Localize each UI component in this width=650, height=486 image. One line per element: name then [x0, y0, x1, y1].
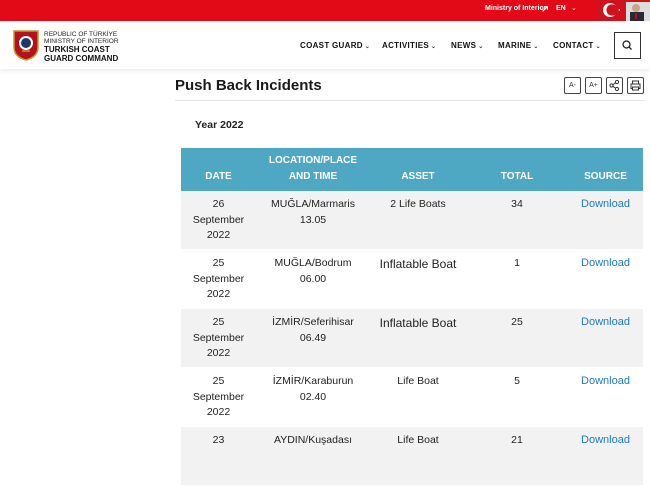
header-source: SOURCE	[584, 171, 627, 182]
share-icon	[607, 78, 622, 93]
incidents-table	[181, 148, 643, 486]
chevron-down-icon: ⌄	[571, 5, 577, 12]
date-month: September	[192, 331, 245, 344]
chevron-down-icon: ⌄	[533, 44, 539, 50]
print-button[interactable]	[627, 77, 644, 94]
search-button[interactable]	[614, 32, 641, 59]
header-location	[256, 153, 370, 185]
location-time: 13.05	[299, 213, 327, 226]
cell-date	[181, 256, 256, 303]
external-link-icon	[541, 5, 549, 13]
cell-location	[256, 197, 370, 228]
cell-location	[256, 315, 370, 346]
nav-news[interactable]	[451, 41, 484, 50]
date-day: 25	[212, 316, 225, 328]
divider	[175, 100, 645, 101]
date-year: 2022	[206, 288, 231, 300]
location-time: 06.00	[299, 272, 327, 285]
cell-date	[181, 433, 256, 449]
location-time: 02.40	[299, 390, 327, 403]
header-asset: ASSET	[401, 171, 435, 182]
date-year: 2022	[206, 406, 231, 418]
print-icon	[628, 78, 643, 93]
cell-total: 1	[514, 257, 520, 269]
location-place: İZMİR/Seferihisar	[272, 316, 354, 328]
nav-activities[interactable]	[382, 41, 436, 50]
cell-total: 34	[511, 198, 523, 210]
date-month: September	[192, 390, 245, 403]
cell-asset: Life Boat	[397, 434, 439, 446]
turkish-flag-icon	[596, 0, 650, 21]
cell-location	[256, 433, 370, 449]
cell-asset: 2 Life Boats	[390, 198, 446, 210]
date-month: September	[192, 272, 245, 285]
cell-date	[181, 374, 256, 421]
brand-line-1: REPUBLIC OF TÜRKİYE	[44, 31, 118, 38]
nav-contact[interactable]	[553, 41, 601, 50]
header-date: DATE	[205, 171, 232, 182]
site-header	[0, 21, 650, 69]
cell-total: 5	[514, 375, 520, 387]
page-title: Push Back Incidents	[175, 77, 322, 94]
date-day: 26	[212, 198, 225, 210]
header-location-line-1: LOCATION/PLACE	[268, 155, 358, 166]
table-row	[181, 309, 643, 368]
cell-asset: Life Boat	[397, 375, 439, 387]
ministry-link[interactable]: Ministry of Interior	[485, 5, 547, 12]
date-year: 2022	[206, 347, 231, 359]
coast-guard-logo[interactable]	[12, 29, 40, 61]
search-icon	[615, 33, 640, 58]
font-increase-button[interactable]: A+	[585, 77, 602, 94]
cell-total: 21	[511, 434, 523, 446]
download-link[interactable]: Download	[581, 257, 630, 269]
cell-location	[256, 374, 370, 405]
brand-name[interactable]	[44, 31, 119, 63]
download-link[interactable]: Download	[581, 198, 630, 210]
date-day: 25	[212, 257, 225, 269]
header-location-line-2: AND TIME	[288, 171, 338, 182]
nav-marine[interactable]	[498, 41, 539, 50]
cell-total: 25	[511, 316, 523, 328]
cell-location	[256, 256, 370, 287]
table-row	[181, 191, 643, 250]
share-button[interactable]	[606, 77, 623, 94]
table-row	[181, 250, 643, 309]
location-place: MUĞLA/Marmaris	[270, 198, 355, 210]
chevron-down-icon: ⌄	[595, 44, 601, 50]
nav-coast-guard[interactable]	[300, 41, 370, 50]
flag-portrait-image	[596, 0, 650, 21]
nav-label: MARINE	[498, 41, 532, 50]
chevron-down-icon: ⌄	[364, 44, 371, 50]
table-row	[181, 427, 643, 486]
location-place: MUĞLA/Bodrum	[274, 257, 352, 269]
font-decrease-button[interactable]: A-	[564, 77, 581, 94]
download-link[interactable]: Download	[581, 375, 630, 387]
nav-label: NEWS	[451, 41, 477, 50]
table-row	[181, 368, 643, 427]
top-bar	[0, 0, 650, 21]
date-day: 25	[212, 375, 225, 387]
nav-label: COAST GUARD	[300, 41, 363, 50]
chevron-down-icon: ⌄	[478, 44, 484, 50]
cell-asset: Inflatable Boat	[379, 257, 457, 271]
download-link[interactable]: Download	[581, 316, 630, 328]
year-heading: Year 2022	[195, 119, 244, 131]
location-time: 06.49	[299, 331, 327, 344]
brand-line-3: TURKISH COAST	[44, 45, 110, 54]
cell-date	[181, 197, 256, 244]
date-year: 2022	[206, 229, 231, 241]
location-place: AYDIN/Kuşadası	[273, 434, 352, 446]
nav-label: ACTIVITIES	[382, 41, 430, 50]
cell-date	[181, 315, 256, 362]
location-place: İZMİR/Karaburun	[272, 375, 354, 387]
chevron-down-icon: ⌄	[431, 44, 437, 50]
header-total: TOTAL	[500, 171, 534, 182]
table-body	[181, 191, 643, 486]
date-month: September	[192, 213, 245, 226]
nav-label: CONTACT	[553, 41, 594, 50]
brand-line-4: GUARD COMMAND	[44, 54, 119, 63]
table-header	[181, 148, 643, 191]
download-link[interactable]: Download	[581, 434, 630, 446]
date-day: 23	[212, 434, 225, 446]
cell-asset: Inflatable Boat	[379, 316, 457, 330]
brand-line-2: MINISTRY OF INTERIOR	[44, 38, 119, 45]
language-selector[interactable]: EN	[556, 5, 566, 12]
